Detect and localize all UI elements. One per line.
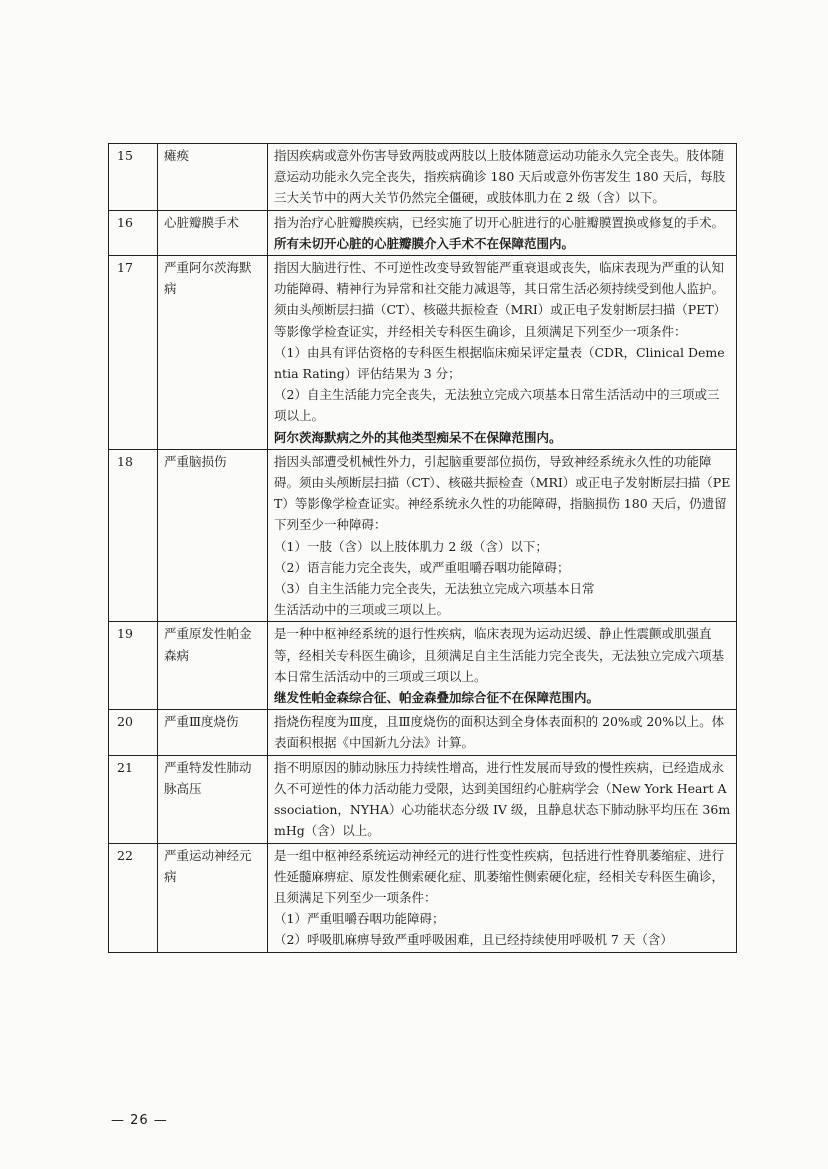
definition-paragraph: （2）语言能力完全丧失，或严重咀嚼吞咽功能障碍； [274,559,570,575]
table-row [109,210,737,255]
disease-definition [268,843,737,952]
table-row [109,843,737,952]
definition-paragraph: 生活活动中的三项或三项以上。 [274,602,450,618]
disease-name: 严重运动神经元病 [158,843,268,952]
exclusion-note: 阿尔茨海默病之外的其他类型痴呆不在保障范围内。 [274,429,562,445]
disease-definition [268,144,737,211]
definition-paragraph: （2）自主生活能力完全丧失，无法独立完成六项基本日常生活活动中的三项或三项以上。 [274,387,720,424]
table-row [109,710,737,755]
row-number: 16 [109,210,158,255]
row-number: 19 [109,622,158,710]
disease-name: 严重脑损伤 [158,449,268,622]
definition-paragraph: 指因大脑进行性、不可逆性改变导致智能严重衰退或丧失，临床表现为严重的认知功能障碍、精神行为异常和社交能力减退等，其日常生活必须持续受到他人监护。须由头颅断层扫描（CT）、核磁共振检查（MRI）或正电子发射断层扫描（PET）等影像学检查证实，并经相关专科医生确诊，且须满足下列至少一项条件： [274,260,727,339]
page-number: — 26 — [111,1113,168,1128]
disease-definition [268,210,737,255]
definition-paragraph: 指因头部遭受机械性外力，引起脑重要部位损伤，导致神经系统永久性的功能障碍。须由头颅断层扫描（CT）、核磁共振检查（MRI）或正电子发射断层扫描（PET）等影像学检查证实。神经系统永久性的功能障碍，指脑损伤 180 天后，仍遗留下列至少一种障碍： [274,453,731,533]
definition-paragraph: （2）呼吸肌麻痹导致严重呼吸困难，且已经持续使用呼吸机 7 天（含） [274,932,673,948]
disease-name: 严重Ⅲ度烧伤 [158,710,268,755]
definition-paragraph: （1）一肢（含）以上肢体肌力 2 级（含）以下； [274,538,548,554]
definition-paragraph: （1）由具有评估资格的专科医生根据临床痴呆评定量表（CDR，Clinical Dementia Rating）评估结果为 3 分； [274,344,725,382]
definition-paragraph: 是一组中枢神经系统运动神经元的进行性变性疾病，包括进行性脊肌萎缩症、进行性延髓麻痹症、原发性侧索硬化症、肌萎缩性侧索硬化症，经相关专科医生确诊，且须满足下列至少一项条件： [274,847,725,905]
disease-name: 严重阿尔茨海默病 [158,256,268,450]
table-row [109,755,737,843]
exclusion-note: 继发性帕金森综合征、帕金森叠加综合征不在保障范围内。 [274,690,600,706]
disease-name: 严重原发性帕金森病 [158,622,268,710]
definition-paragraph: 指不明原因的肺动脉压力持续性增高，进行性发展而导致的慢性疾病，已经造成永久不可逆性的体力活动能力受限，达到美国纽约心脏病学会（New York Heart Association，NYHA）心功能状态分级 IV 级，且静息状态下肺动脉平均压在 36mmHg（含）以上。 [274,759,731,839]
row-number: 21 [109,755,158,843]
disease-definition [268,622,737,710]
table-row [109,449,737,622]
disease-definition-table-container [108,143,736,953]
definition-paragraph: 指为治疗心脏瓣膜疾病，已经实施了切开心脏进行的心脏瓣膜置换或修复的手术。 [274,214,725,230]
disease-name: 严重特发性肺动脉高压 [158,755,268,843]
row-number: 15 [109,144,158,211]
disease-definition-table [108,143,737,953]
definition-paragraph: （3）自主生活能力完全丧失，无法独立完成六项基本日常 [274,581,595,597]
disease-name: 瘫痪 [158,144,268,211]
table-body [109,144,737,953]
definition-paragraph: 指烧伤程度为Ⅲ度，且Ⅲ度烧伤的面积达到全身体表面积的 20%或 20%以上。体表面积根据《中国新九分法》计算。 [274,714,725,751]
table-row [109,144,737,211]
exclusion-note: 所有未切开心脏的心脏瓣膜介入手术不在保障范围内。 [274,235,575,251]
row-number: 17 [109,256,158,450]
disease-definition [268,755,737,843]
definition-paragraph: 是一种中枢神经系统的退行性疾病，临床表现为运动迟缓、静止性震颤或肌强直等，经相关专科医生确诊，且须满足自主生活能力完全丧失，无法独立完成六项基本日常生活活动中的三项或三项以上。 [274,626,725,684]
row-number: 20 [109,710,158,755]
row-number: 22 [109,843,158,952]
definition-paragraph: （1）严重咀嚼吞咽功能障碍； [274,911,445,927]
disease-definition [268,449,737,622]
table-row [109,256,737,450]
definition-paragraph: 指因疾病或意外伤害导致两肢或两肢以上肢体随意运动功能永久完全丧失。肢体随意运动功能永久完全丧失，指疾病确诊 180 天后或意外伤害发生 180 天后，每肢三大关节中的两大关节仍然完全僵硬，或肢体肌力在 2 级（含）以下。 [274,148,726,206]
row-number: 18 [109,449,158,622]
disease-definition [268,710,737,755]
table-row [109,622,737,710]
disease-name: 心脏瓣膜手术 [158,210,268,255]
disease-definition [268,256,737,450]
